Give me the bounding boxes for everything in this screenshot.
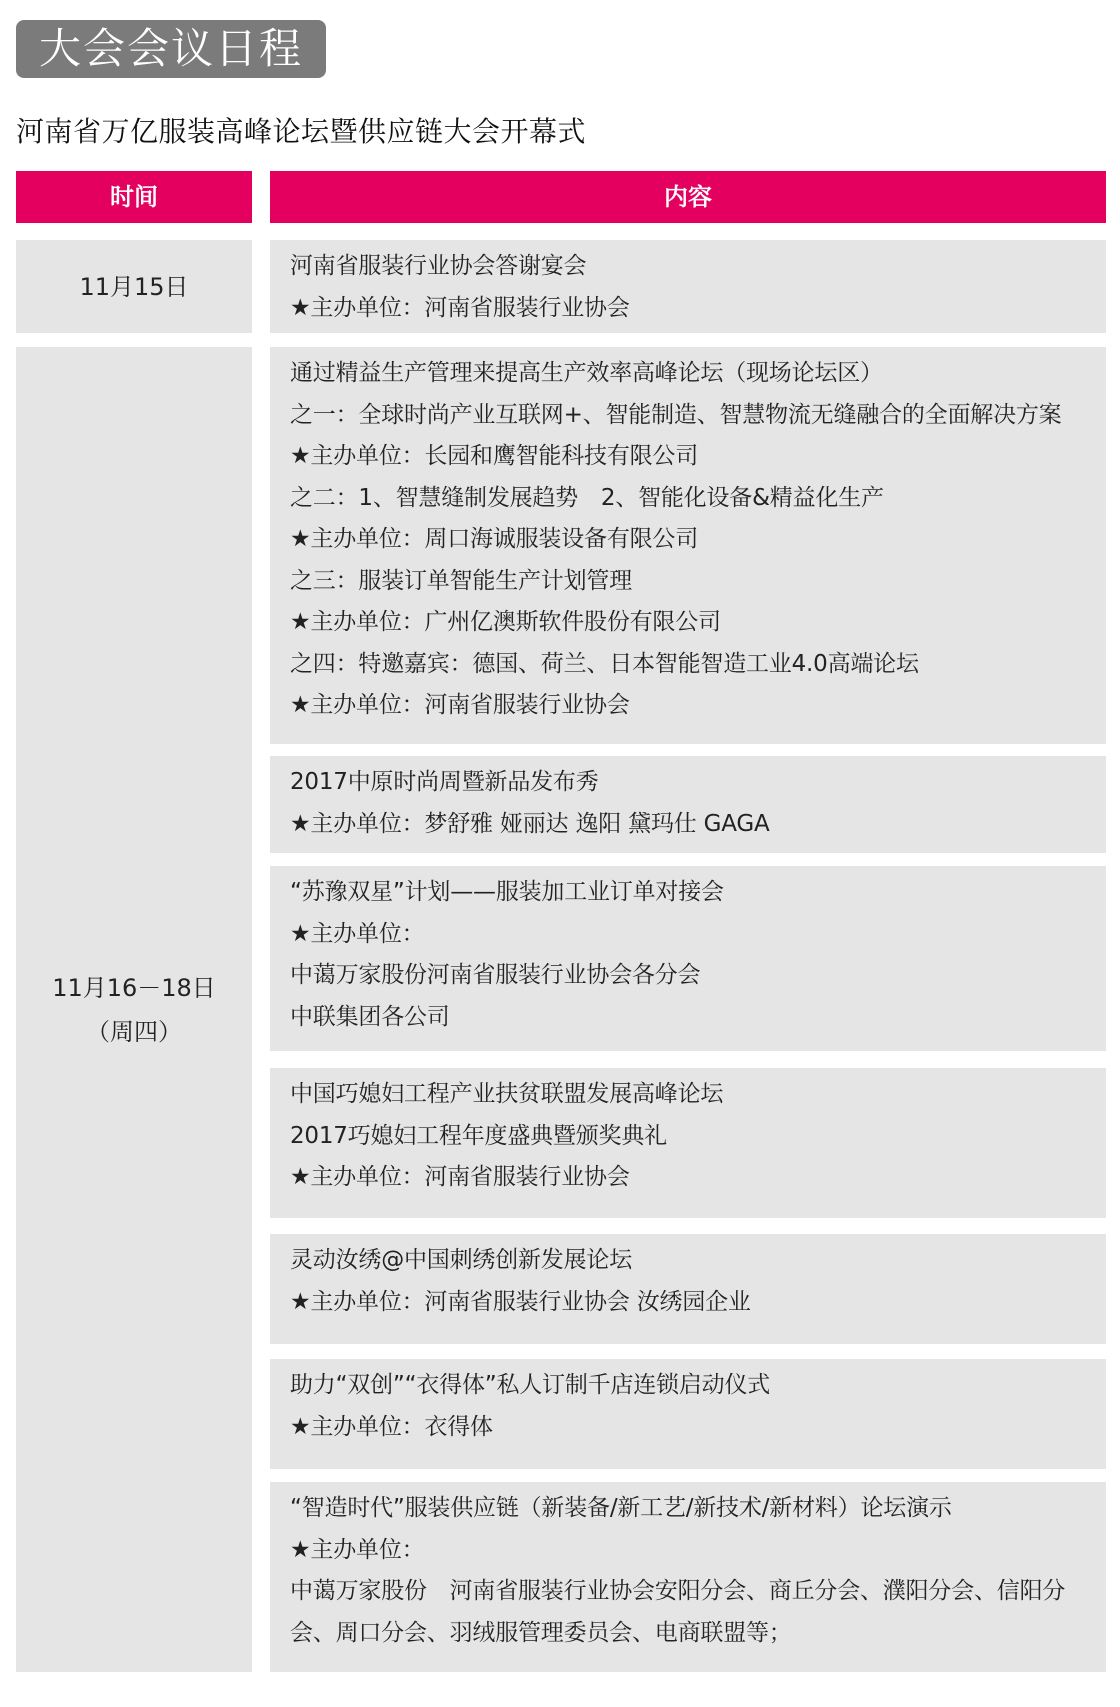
item-line: ★主办单位：河南省服装行业协会 xyxy=(290,294,630,321)
time-cell-day1 xyxy=(16,240,252,333)
item-line: 河南省服装行业协会答谢宴会 xyxy=(290,253,587,279)
schedule-item xyxy=(270,1068,1106,1218)
event-subtitle: 河南省万亿服装高峰论坛暨供应链大会开幕式 xyxy=(16,115,587,148)
item-line: ★主办单位：河南省服装行业协会 xyxy=(290,1164,630,1190)
item-line: 灵动汝绣@中国刺绣创新发展论坛 xyxy=(290,1247,633,1273)
date-label: 11月15日 xyxy=(79,272,189,301)
item-line: 之三：服装订单智能生产计划管理 xyxy=(290,567,633,594)
weekday-label: （周四） xyxy=(86,1017,182,1046)
column-header-content: 内容 xyxy=(270,171,1106,223)
schedule-item xyxy=(270,240,1106,333)
item-line: ★主办单位： xyxy=(290,920,425,947)
date-label: 11月16－18日 xyxy=(52,973,216,1002)
column-header-time: 时间 xyxy=(16,171,252,223)
schedule-item xyxy=(270,756,1106,853)
item-line: ★主办单位：河南省服装行业协会 汝绣园企业 xyxy=(290,1288,751,1315)
item-line: ★主办单位：广州亿澳斯软件股份有限公司 xyxy=(290,609,721,635)
item-line: ★主办单位：周口海诚服装设备有限公司 xyxy=(290,526,699,552)
item-line: 之一：全球时尚产业互联网+、智能制造、智慧物流无缝融合的全面解决方案 xyxy=(290,401,1062,428)
item-line: 会、周口分会、羽绒服管理委员会、电商联盟等； xyxy=(290,1619,792,1646)
item-line: ★主办单位：河南省服装行业协会 xyxy=(290,692,630,718)
item-line: 之二：1、智慧缝制发展趋势 2、智能化设备&精益化生产 xyxy=(290,484,884,511)
item-line: “智造时代”服装供应链（新装备/新工艺/新技术/新材料）论坛演示 xyxy=(290,1495,952,1521)
item-line: 中蔼万家股份 河南省服装行业协会安阳分会、商丘分会、濮阳分会、信阳分 xyxy=(290,1578,1066,1604)
item-line: ★主办单位：长园和鹰智能科技有限公司 xyxy=(290,443,699,469)
schedule-item xyxy=(270,347,1106,744)
page-title: 大会会议日程 xyxy=(16,20,326,78)
item-line: 中国巧媳妇工程产业扶贫联盟发展高峰论坛 xyxy=(290,1081,724,1107)
item-line: 中联集团各公司 xyxy=(290,1003,450,1030)
schedule-item xyxy=(270,1234,1106,1344)
item-line: 通过精益生产管理来提高生产效率高峰论坛（现场论坛区） xyxy=(290,360,883,386)
schedule-item xyxy=(270,866,1106,1051)
item-line: 2017巧媳妇工程年度盛典暨颁奖典礼 xyxy=(290,1122,667,1149)
item-line: “苏豫双星”计划——服装加工业订单对接会 xyxy=(290,879,724,905)
item-line: 助力“双创”“衣得体”私人订制千店连锁启动仪式 xyxy=(290,1372,771,1398)
schedule-item xyxy=(270,1482,1106,1672)
item-line: 之四：特邀嘉宾：德国、荷兰、日本智能智造工业4.0高端论坛 xyxy=(290,650,919,677)
item-line: ★主办单位：梦舒雅 娅丽达 逸阳 黛玛仕 GAGA xyxy=(290,810,770,837)
item-line: ★主办单位：衣得体 xyxy=(290,1413,493,1440)
time-cell-day2 xyxy=(16,347,252,1672)
item-line: ★主办单位： xyxy=(290,1536,425,1563)
item-line: 2017中原时尚周暨新品发布秀 xyxy=(290,769,599,795)
item-line: 中蔼万家股份河南省服装行业协会各分会 xyxy=(290,962,701,988)
schedule-item xyxy=(270,1359,1106,1469)
